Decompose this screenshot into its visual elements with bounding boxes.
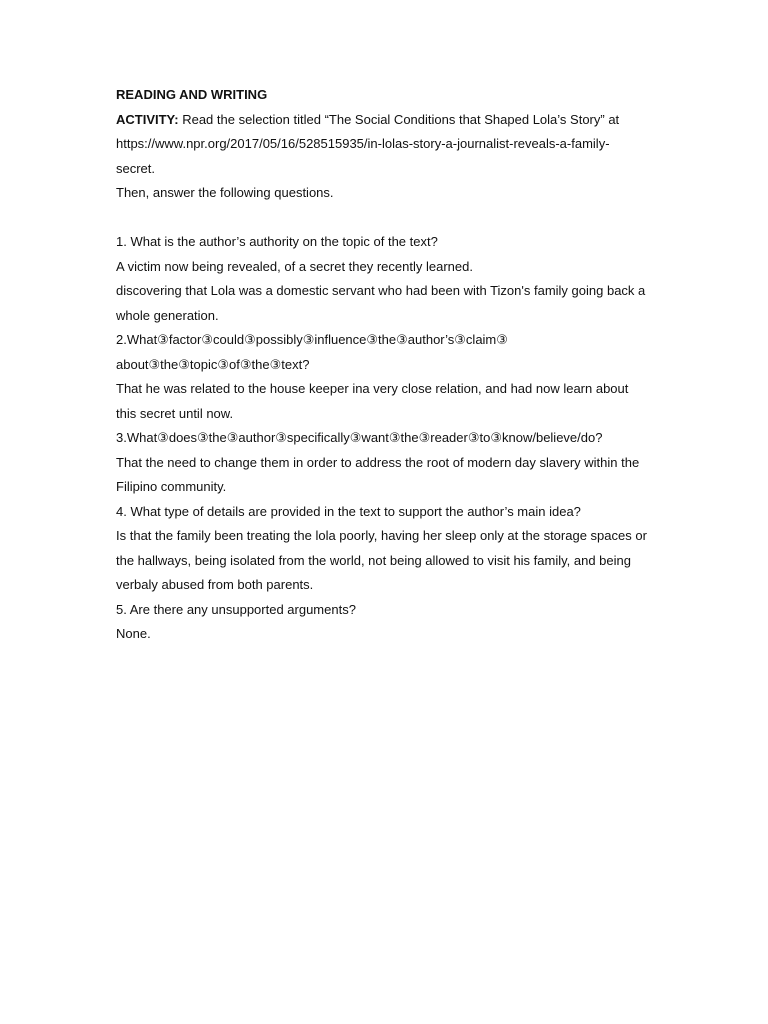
- answer-4-line: verbaly abused from both parents.: [116, 577, 314, 592]
- activity-url-line-1: https://www.npr.org/2017/05/16/528515935/in-lolas-story-a-journalist-reveals-a-family-: [116, 136, 610, 151]
- answer-1-line: A victim now being revealed, of a secret they recently learned.: [116, 258, 473, 274]
- answer-3-line: That the need to change them in order to address the root of modern day slavery within the: [116, 454, 640, 470]
- answer-1-line: discovering that Lola was a domestic servant who had been with Tizon's family going back a: [116, 283, 646, 298]
- answer-4-line: Is that the family been treating the lola poorly, having her sleep only at the storage spaces or: [116, 528, 647, 543]
- question-4: 4. What type of details are provided in the text to support the author’s main idea?: [116, 503, 581, 519]
- blank-line: [116, 206, 656, 231]
- question-1: 1. What is the author’s authority on the topic of the text?: [116, 234, 438, 249]
- document-page: [116, 83, 656, 647]
- answer-1-line: whole generation.: [116, 307, 219, 323]
- question-3: 3.What③does③the③author③specifically③want③the③reader③to③know/believe/do?: [116, 430, 603, 445]
- answer-2-line: this secret until now.: [116, 405, 234, 421]
- question-5: 5. Are there any unsupported arguments?: [116, 601, 356, 617]
- answer-2-line: That he was related to the house keeper ina very close relation, and had now learn about: [116, 381, 629, 396]
- activity-label: ACTIVITY:: [116, 111, 179, 127]
- instruction-text: Then, answer the following questions.: [116, 185, 334, 200]
- answer-3-line: Filipino community.: [116, 479, 227, 494]
- question-2-line: about③the③topic③of③the③text?: [116, 356, 310, 372]
- activity-url-line-2: secret.: [116, 160, 156, 176]
- activity-text: Read the selection titled “The Social Conditions that Shaped Lola’s Story” at: [178, 111, 620, 127]
- question-2-line: 2.What③factor③could③possibly③influence③the③author’s③claim③: [116, 332, 508, 347]
- document-heading: READING AND WRITING: [116, 87, 268, 102]
- activity-line: [116, 108, 656, 133]
- answer-5: None.: [116, 626, 151, 641]
- answer-4-line: the hallways, being isolated from the world, not being allowed to visit his family, and being: [116, 552, 631, 568]
